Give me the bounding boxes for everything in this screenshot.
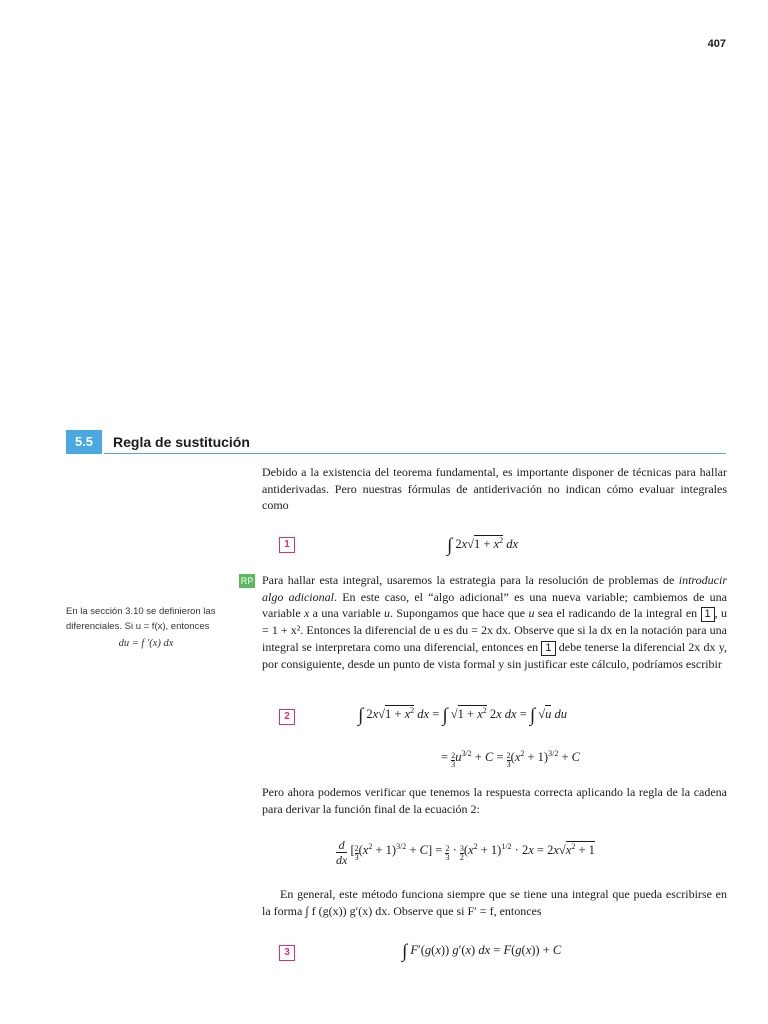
equation-ref-1b: 1 bbox=[541, 641, 555, 656]
equation-2-line-2: = $\frac{2}{3}$ $u^{3/2} + C$ = $\frac{2}{3}$ $(x^2 + 1)^{3/2} + C$ bbox=[441, 749, 580, 770]
page-number: 407 bbox=[707, 38, 726, 50]
equation-ref-1: 1 bbox=[701, 607, 715, 622]
rp-badge: RP bbox=[240, 576, 254, 586]
section-title: Regla de sustitución bbox=[113, 434, 250, 450]
equation-1-label: 1 bbox=[279, 537, 295, 553]
equation-2-label: 2 bbox=[279, 709, 295, 725]
equation-3: ∫ F′(g(x)) g′(x) dx = F(g(x)) + C bbox=[402, 941, 562, 962]
substitution-paragraph: Para hallar esta integral, usaremos la estrategia para la resolución de problemas de introducir algo adicional. En este caso, el “algo adicional” es una nueva variable; cambiemos de una variable x a una variable u. Supongamos que hace que u sea el radicando de la integral en 1 , u = 1 + x². Entonces la diferencial de u es du = 2x dx. Observe que si la dx en la notación para una integral se interpretara como una diferencial, entonces en 1 debe tenerse la diferencial 2x dx y, por consiguiente, desde un punto de vista formal y sin justificar este cálculo, podríamos escribir bbox=[262, 573, 727, 671]
section-divider bbox=[104, 453, 726, 454]
intro-paragraph: Debido a la existencia del teorema fundamental, es importante disponer de técnicas para hallar antiderivadas. Pero nuestras fórmulas de antiderivación no indican cómo evaluar integrales como bbox=[262, 465, 727, 512]
verification-paragraph: Pero ahora podemos verificar que tenemos la respuesta correcta aplicando la regla de la cadena para derivar la función final de la ecuación 2: bbox=[262, 785, 727, 816]
margin-note: En la sección 3.10 se definieron las diferenciales. Si u = f(x), entonces du = f ′(x) dx bbox=[66, 606, 216, 649]
derivative-check-equation: $\frac{d}{dx}$ [ $\frac{2}{3}$ $(x^2 + 1)^{3/2} + C$] = $\frac{2}{3}$ · $\frac{3}{2}$ $(x^2 + 1)^{1/2} \cdot 2x = 2x√x^2 + 1$ bbox=[336, 838, 595, 867]
equation-1: ∫ $2x√1 + x^2$ dx bbox=[447, 535, 519, 556]
section-number-badge: 5.5 bbox=[66, 430, 102, 454]
general-method-paragraph: En general, este método funciona siempre que se tiene una integral que pueda escribirse en la forma ∫ f (g(x)) g′(x) dx. Observe que si F′ = f, entonces bbox=[262, 887, 727, 918]
equation-2-line-1: ∫ $2x√1 + x^2$ dx = ∫ $√1 + x^2$ 2x dx = ∫ √u du bbox=[358, 705, 568, 726]
equation-3-label: 3 bbox=[279, 945, 295, 961]
